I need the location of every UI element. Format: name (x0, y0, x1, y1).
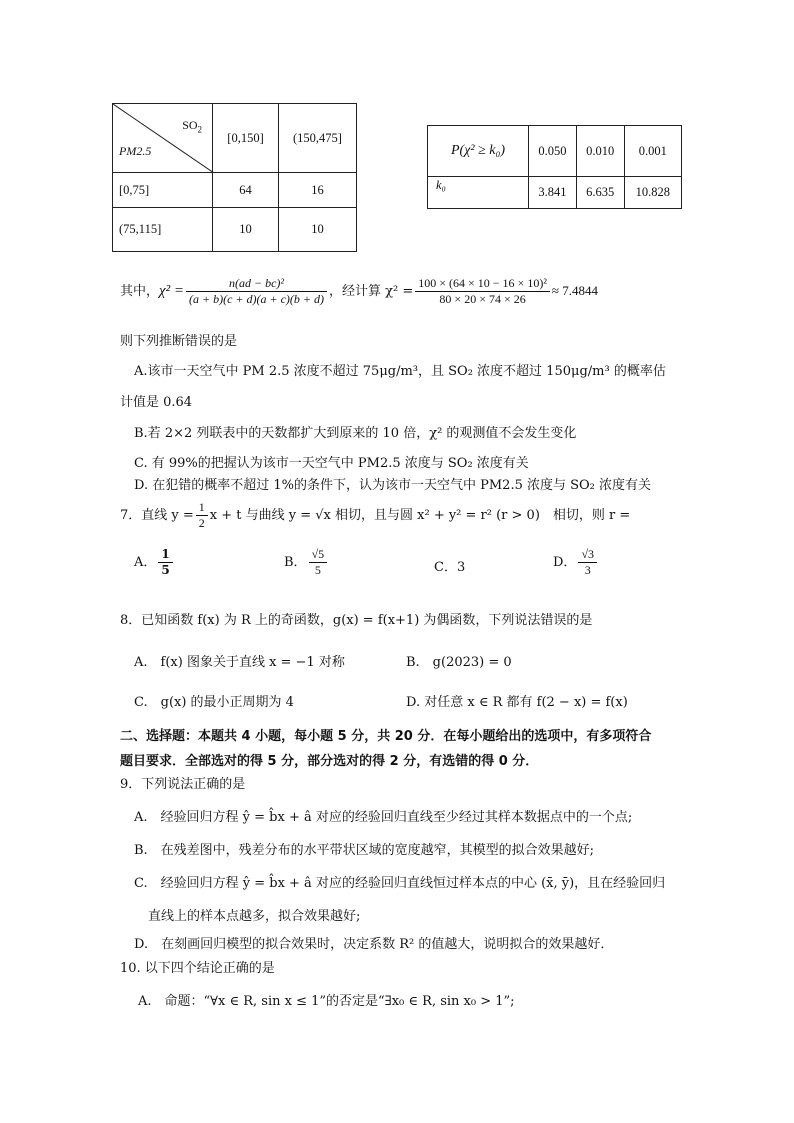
q7-option-b-den: 5 (314, 563, 321, 577)
chi-lhs: χ² = (159, 283, 184, 299)
contingency-table (112, 103, 357, 252)
table-head-value: 0.050 (529, 126, 577, 177)
corner-bottom-label: PM2.5 (119, 144, 152, 158)
q9-option-d: D. 在刻画回归模型的拟合效果时，决定系数 R² 的值越大，说明拟合的效果越好． (134, 937, 614, 952)
section-2-heading-line2: 题目要求．全部选对的得 5 分，部分选对的得 2 分，有选错的得 0 分． (120, 754, 539, 769)
table-col-header: [0,150] (213, 104, 279, 173)
q7-half-fraction (196, 500, 208, 531)
q6-option-d: D. 在犯错的概率不超过 1%的条件下，认为该市一天空气中 PM2.5 浓度与 SO₂ 浓度有关 (134, 478, 652, 493)
chi-denominator: (a + b)(c + d)(a + c)(b + d) (188, 292, 324, 306)
critical-value-table (427, 125, 682, 209)
table-cell: 10 (213, 208, 279, 252)
q7-frac-den: 2 (198, 516, 205, 530)
q7-stem-a: 7．直线 y = (120, 508, 194, 523)
table-corner-cell (113, 104, 213, 173)
q7-option-b (284, 547, 329, 578)
q7-option-b-label: B． (284, 555, 307, 570)
q7-option-a (134, 547, 175, 578)
table-cell: 16 (279, 173, 357, 208)
section-2-heading-line1: 二、选择题：本题共 4 小题，每小题 5 分，共 20 分．在每小题给出的选项中，有多项符合 (120, 729, 652, 744)
table-head-label: P(χ² ≥ k₀) (428, 126, 529, 177)
q7-frac-num: 1 (196, 500, 208, 516)
q6-option-c: C. 有 99%的把握认为该市一天空气中 PM2.5 浓度与 SO₂ 浓度有关 (134, 456, 529, 471)
q7-stem (120, 500, 630, 531)
q7-option-b-fraction (309, 547, 328, 578)
corner-top-label: $SO_2$ (182, 118, 203, 135)
q6-option-b: B.若 2×2 列联表中的天数都扩大到原来的 10 倍，χ² 的观测值不会发生变化 (134, 426, 577, 441)
q6-stem: 则下列推断错误的是 (120, 334, 238, 349)
q8-option-d: D. 对任意 x ∈ R 都有 f(2 − x) = f(x) (406, 695, 628, 710)
formula-mid: ，经计算 χ² = (329, 284, 414, 299)
chi-numerator: n(ad − bc)² (186, 276, 327, 292)
table-cell: 3.841 (529, 177, 577, 209)
q7-option-d-fraction (578, 547, 597, 578)
q7-option-d-label: D． (553, 555, 577, 570)
table-head-value: 0.010 (576, 126, 624, 177)
q9-option-c: C. 经验回归方程 ŷ = b̂x + â 对应的经验回归直线恒过样本点的中心 (x̄, ȳ)，且在经验回归 (134, 876, 666, 891)
diagonal-line (113, 104, 214, 173)
q7-option-d-den: 3 (584, 563, 591, 577)
q9-option-c-cont: 直线上的样本点越多，拟合效果越好; (148, 909, 361, 924)
calc-fraction (415, 276, 550, 307)
q6-option-a: A.该市一天空气中 PM 2.5 浓度不超过 75μg/m³，且 SO₂ 浓度不超过 150μg/m³ 的概率估 (134, 364, 666, 379)
chi-fraction (186, 276, 327, 307)
q10-stem: 10. 以下四个结论正确的是 (120, 961, 275, 976)
q7-option-a-fraction (158, 547, 172, 578)
q8-option-b: B. g(2023) = 0 (406, 655, 512, 670)
calc-numerator: 100 × (64 × 10 − 16 × 10)² (415, 276, 550, 292)
q9-option-b: B. 在残差图中，残差分布的水平带状区域的宽度越窄，其模型的拟合效果越好; (134, 843, 595, 858)
table-cell: 10 (279, 208, 357, 252)
chi-square-formula (120, 276, 598, 307)
table-cell: 10.828 (624, 177, 681, 209)
table-cell: 6.635 (576, 177, 624, 209)
formula-prefix: 其中， (120, 284, 160, 299)
q9-stem: 9．下列说法正确的是 (120, 777, 246, 792)
q6-option-a-cont: 计值是 0.64 (120, 395, 193, 410)
calc-denominator: 80 × 20 × 74 × 26 (439, 292, 526, 306)
q8-option-c: C. g(x) 的最小正周期为 4 (134, 695, 294, 710)
q8-stem: 8．已知函数 f(x) 为 R 上的奇函数，g(x) = f(x+1) 为偶函数，下列说法错误的是 (120, 613, 593, 628)
q7-option-a-den: 5 (161, 563, 170, 577)
formula-result: ≈ 7.4844 (551, 283, 599, 298)
q7-option-a-num: 1 (158, 547, 172, 563)
q10-option-a: A. 命题：“∀x ∈ R, sin x ≤ 1”的否定是“∃x₀ ∈ R, sin x₀ > 1”; (138, 994, 515, 1009)
q7-option-d-num: √3 (578, 547, 597, 563)
q7-stem-b: x + t 与曲线 y = √x 相切，且与圆 x² + y² = r² (r > 0) 相切，则 r = (209, 508, 631, 523)
q9-option-a: A. 经验回归方程 ŷ = b̂x + â 对应的经验回归直线至少经过其样本数据点中的一个点; (134, 810, 633, 825)
q7-option-c: C．3 (434, 560, 466, 575)
table-head-value: 0.001 (624, 126, 681, 177)
table-row-label: k₀ (428, 177, 529, 209)
table-col-header: (150,475] (279, 104, 357, 173)
q7-option-b-num: √5 (309, 547, 328, 563)
table-cell: 64 (213, 173, 279, 208)
q7-option-a-label: A． (134, 555, 157, 570)
q7-option-d (553, 547, 599, 578)
table-row-label: [0,75] (113, 173, 213, 208)
q8-option-a: A. f(x) 图象关于直线 x = −1 对称 (134, 655, 345, 670)
table-row-label: (75,115] (113, 208, 213, 252)
